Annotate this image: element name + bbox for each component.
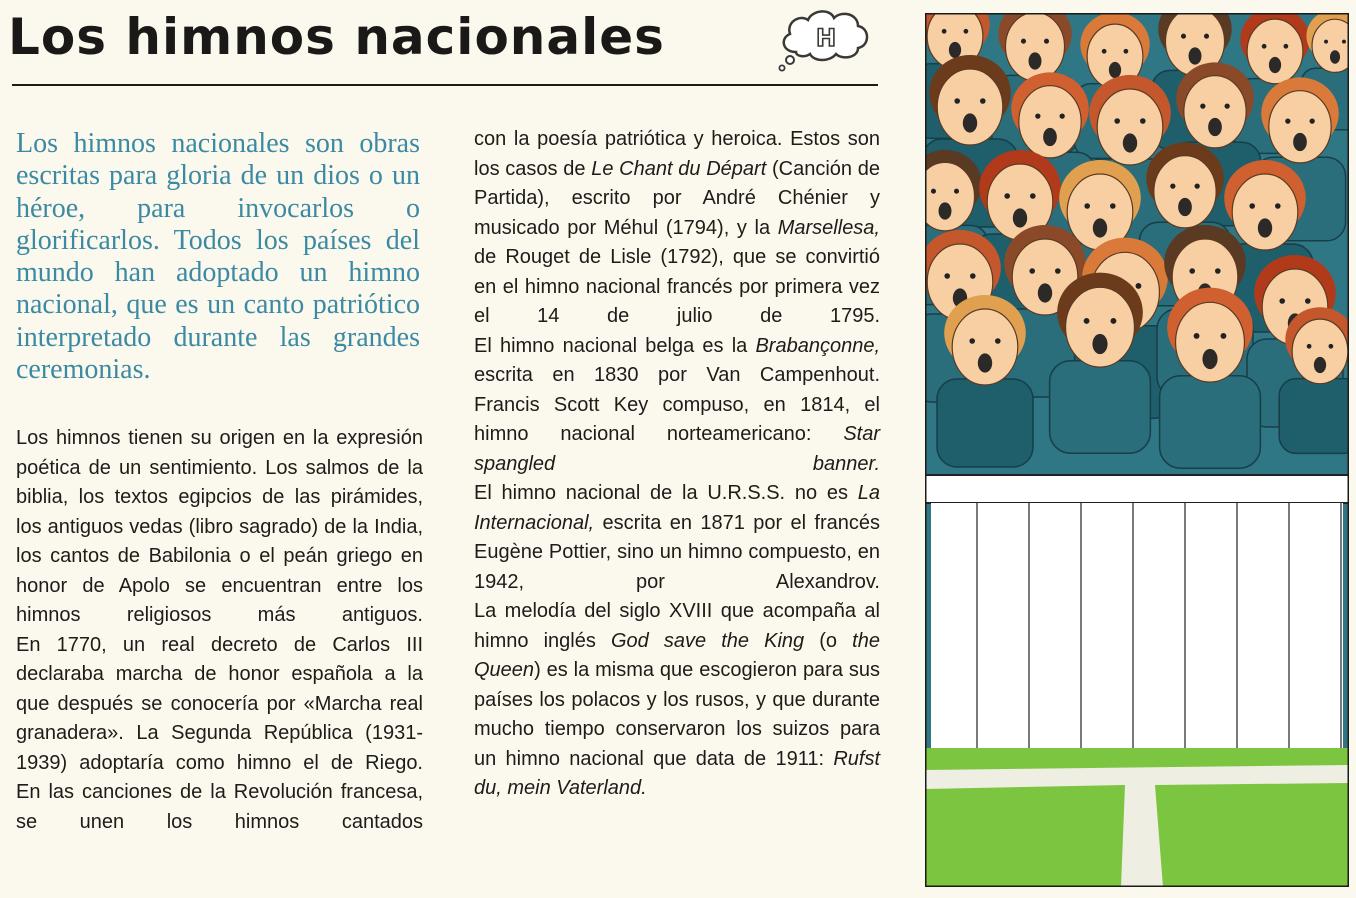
singer-face	[1279, 307, 1349, 453]
song-title: Marsellesa,	[777, 216, 880, 239]
song-title: La Internacional,	[474, 482, 880, 534]
text-run: ) es la misma que escogieron para sus países los polacos y los rusos, y que durante mucho tiempo conservaron los suizos para un himno nacional que data de 1911:	[474, 659, 880, 770]
badge-letter: H	[815, 24, 837, 52]
song-title: Brabançonne,	[755, 334, 880, 357]
text-run: escrita en 1830 por Van Campenhout. Francis Scott Key compuso, en 1814, el himno nacional norteamericano:	[474, 364, 880, 445]
title-divider	[12, 84, 878, 86]
singer-face	[937, 295, 1033, 467]
text-run: de Rouget de Lisle (1792), que se convirtió en el himno nacional francés por primera vez el 14 de julio de 1795.	[474, 246, 880, 327]
lead-paragraph: Los himnos nacionales son obras escritas para gloria de un dios o un héroe, para invocarlos o glorificarlos. Todos los países del mundo han adoptado un himno nacional, que es un canto patriótico interpretado durante las grandes ceremonias.	[16, 128, 420, 386]
song-title: Le Chant du Départ	[591, 157, 767, 180]
song-title: Rufst du, mein Vaterland.	[474, 747, 881, 799]
singing-crowd-illustration	[925, 13, 1349, 887]
text-run: escrita en 1871 por el francés Eugène Pottier, sino un himno compuesto, en 1942, por Alexandrov.	[474, 511, 880, 593]
article-title: Los himnos nacionales	[8, 8, 665, 66]
paragraph	[474, 332, 880, 480]
text-run: con la poesía patriótica y heroica. Estos son los casos de	[474, 128, 880, 180]
fence-rail	[925, 475, 1349, 503]
paragraph: En las canciones de la Revolución francesa, se unen los himnos cantados	[16, 781, 423, 833]
song-title: the Queen	[474, 629, 880, 681]
text-run: La melodía del siglo XVIII que acompaña al himno inglés	[474, 600, 880, 652]
column-right	[474, 125, 880, 804]
column-left	[16, 424, 423, 837]
fence	[931, 503, 1343, 748]
paragraph	[474, 479, 880, 597]
singer-face	[1050, 273, 1151, 454]
paragraph: En 1770, un real decreto de Carlos III declaraba marcha de honor española a la que después se conocería por «Marcha real granadera». La Segunda República (1931-1939) adoptaría como himno el de Riego.	[16, 633, 423, 774]
song-title: God save the King	[610, 629, 805, 652]
text-run: (o	[819, 629, 838, 652]
text-run: El himno nacional belga es la	[474, 334, 748, 357]
paragraph	[474, 125, 880, 332]
singer-face	[1160, 288, 1261, 469]
text-run: El himno nacional de la U.R.S.S. no es	[474, 482, 848, 504]
thought-cloud-icon	[776, 6, 874, 72]
paragraph: Los himnos tienen su origen en la expresión poética de un sentimiento. Los salmos de la biblia, los textos egipcios de las pirámides, los antiguos vedas (libro sagrado) de la India, los cantos de Babilonia o el peán griego en honor de Apolo se encuentran entre los himnos religiosos más antiguos.	[16, 427, 423, 626]
text-run: (Canción de Partida), escrito por André Chénier y musicado por Méhul (1794), y la	[474, 157, 880, 239]
song-title: Star spangled banner.	[474, 423, 880, 475]
paragraph	[474, 597, 880, 804]
